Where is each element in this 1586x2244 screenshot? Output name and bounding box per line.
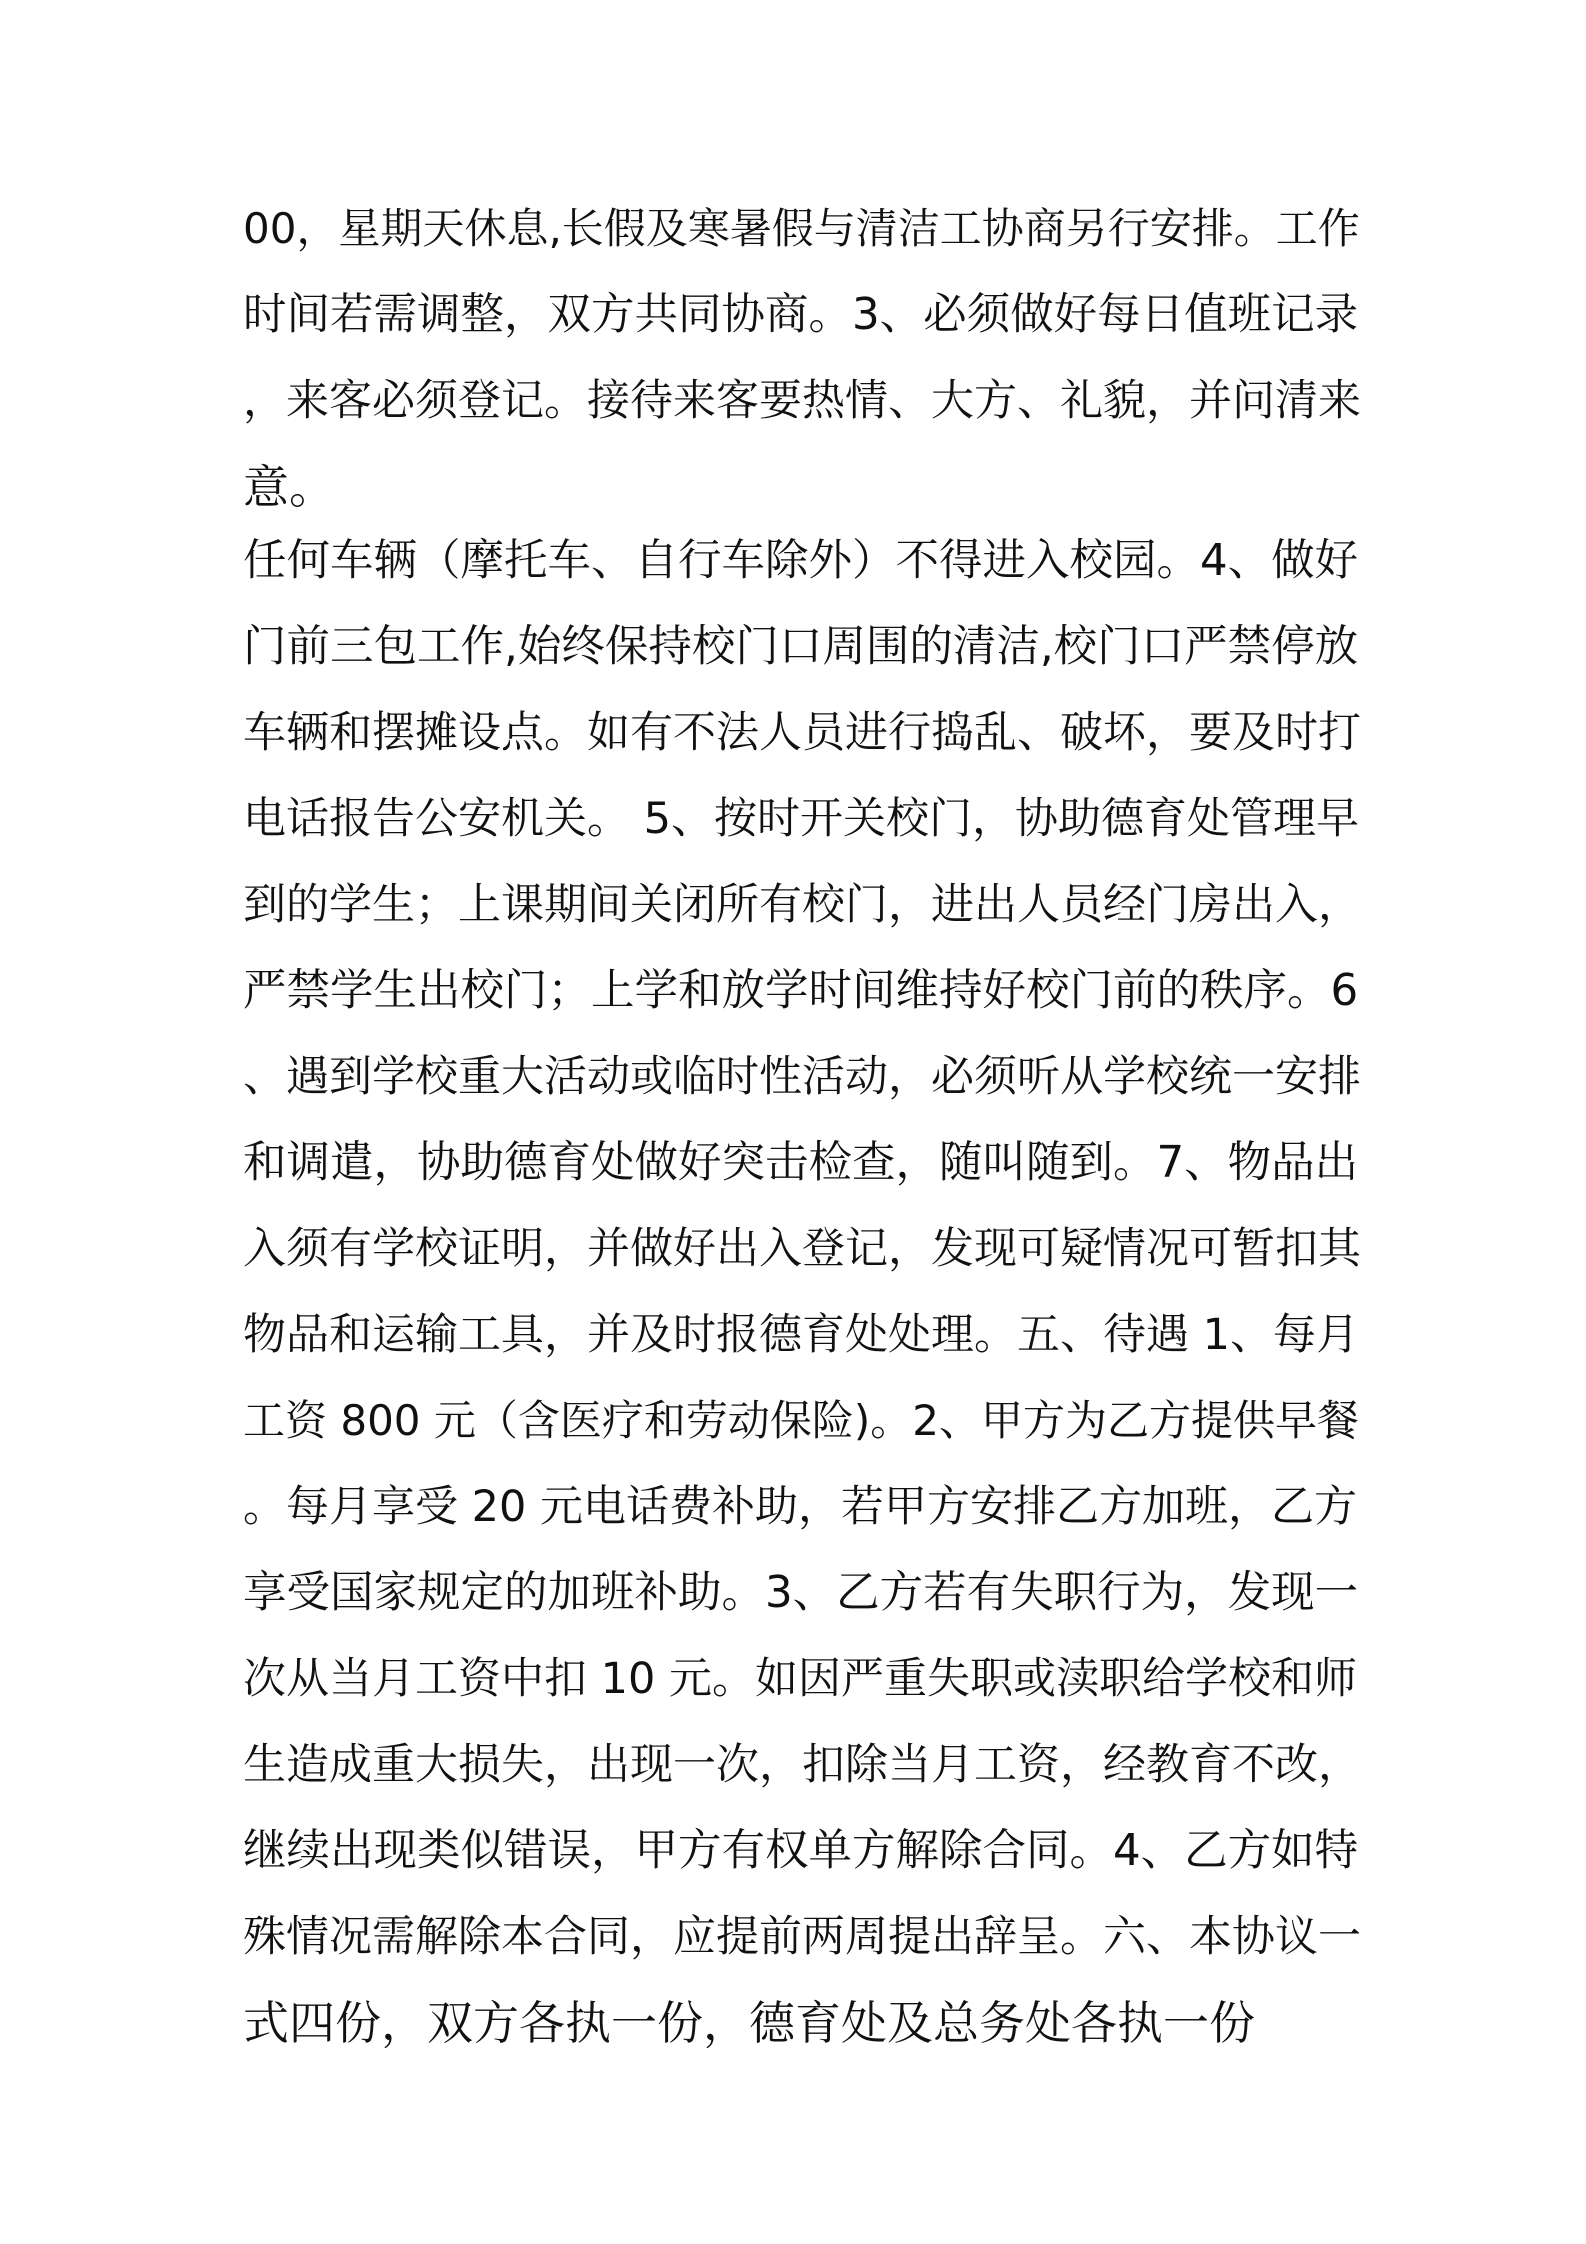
text-line: 严禁学生出校门；上学和放学时间维持好校门前的秩序。6	[243, 966, 1359, 1016]
text-line: 时间若需调整，双方共同协商。3、必须做好每日值班记录	[243, 290, 1359, 340]
text-line: 工资 800 元（含医疗和劳动保险)。2、甲方为乙方提供早餐	[243, 1396, 1359, 1445]
text-line: 任何车辆（摩托车、自行车除外）不得进入校园。4、做好	[243, 536, 1359, 586]
text-line: 车辆和摆摊设点。如有不法人员进行捣乱、破坏，要及时打	[243, 708, 1361, 758]
paragraph-2	[243, 518, 1363, 2066]
text-line: 次从当月工资中扣 10 元。如因严重失职或渎职给学校和师	[243, 1654, 1358, 1704]
text-line: 入须有学校证明，并做好出入登记，发现可疑情况可暂扣其	[243, 1224, 1361, 1274]
text-line: 继续出现类似错误，甲方有权单方解除合同。4、乙方如特	[243, 1826, 1359, 1876]
text-line: 和调遣，协助德育处做好突击检查，随叫随到。7、物品出	[243, 1138, 1359, 1188]
text-line: 享受国家规定的加班补助。3、乙方若有失职行为，发现一	[243, 1568, 1359, 1618]
paragraph-1	[243, 186, 1363, 530]
text-line: 物品和运输工具，并及时报德育处处理。五、待遇 1、每月	[243, 1310, 1360, 1360]
text-line: 意。	[243, 460, 335, 514]
text-line: 电话报告公安机关。 5、按时开关校门，协助德育处管理早	[243, 794, 1360, 844]
text-line: 生造成重大损失，出现一次，扣除当月工资，经教育不改，	[243, 1740, 1361, 1790]
text-line: 、遇到学校重大活动或临时性活动，必须听从学校统一安排	[243, 1052, 1361, 1102]
text-line: 式四份，双方各执一份，德育处及总务处各执一份	[243, 1996, 1255, 2050]
text-line: 门前三包工作,始终保持校门口周围的清洁,校门口严禁停放	[243, 622, 1359, 672]
text-line: 。每月享受 20 元电话费补助，若甲方安排乙方加班，乙方	[243, 1482, 1358, 1532]
text-line: 00，星期天休息,长假及寒暑假与清洁工协商另行安排。工作	[243, 204, 1360, 253]
text-line: 到的学生；上课期间关闭所有校门，进出人员经门房出入，	[243, 880, 1361, 930]
text-line: 殊情况需解除本合同，应提前两周提出辞呈。六、本协议一	[243, 1912, 1361, 1962]
text-line: ，来客必须登记。接待来客要热情、大方、礼貌，并问清来	[243, 376, 1361, 426]
